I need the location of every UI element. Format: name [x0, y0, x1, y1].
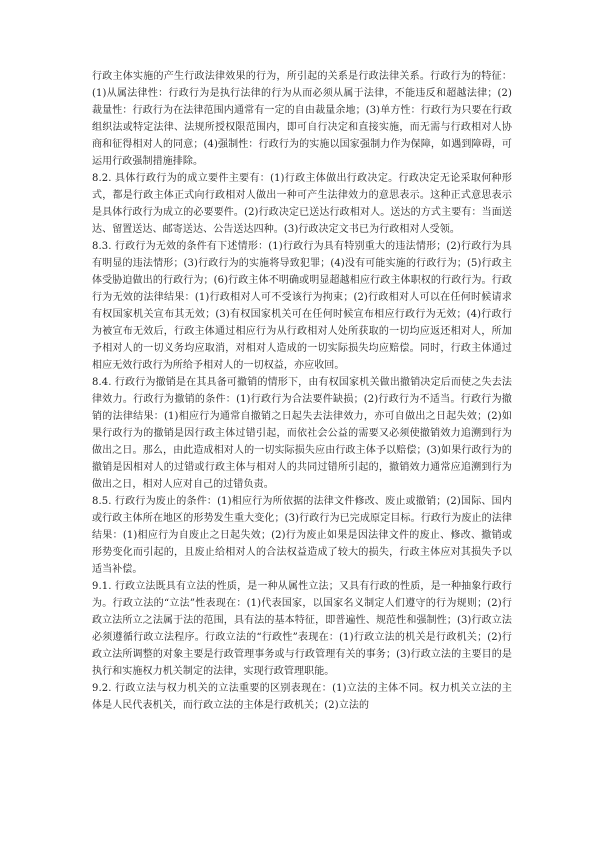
- paragraph-8-3: 8.3. 行政行为无效的条件有下述情形：(1)行政行为具有特别重大的违法情形；(2)行政行为具有明显的违法情形；(3)行政行为的实施将导致犯罪；(4)没有可能实施的行政行为；(5)行政主体受胁迫做出的行政行为；(6)行政主体不明确或明显超越相应行政主体职权的行政行为。行政行为无效的法律结果：(1)行政相对人可不受该行为拘束；(2)行政相对人可以在任何时候请求有权国家机关宣布其无效；(3)有权国家机关可在任何时候宣布相应行政行为无效；(4)行政行为被宣布无效后，行政主体通过相应行为从行政相对人处所获取的一切均应返还相对人，所加予相对人的一切义务均应取消，对相对人造成的一切实际损失均应赔偿。同时，行政主体通过相应无效行政行为所给予相对人的一切权益，亦应收回。: [92, 241, 512, 371]
- paragraph-9-1: 9.1. 行政立法既具有立法的性质，是一种从属性立法；又具有行政的性质，是一种抽象行政行为。行政立法的“立法”性表现在：(1)代表国家，以国家名义制定人们遵守的行为规则；(2)行政立法所立之法属于法的范围，具有法的基本特征，即普遍性、规范性和强制性；(3)行政立法必须遵循行政立法程序。行政立法的“行政性”表现在：(1)行政立法的机关是行政机关；(2)行政立法所调整的对象主要是行政管理事务或与行政管理有关的事务；(3)行政立法的主要目的是执行和实施权力机关制定的法律，实现行政管理职能。: [92, 581, 512, 677]
- paragraph-8-2: 8.2. 具体行政行为的成立要件主要有：(1)行政主体做出行政决定。行政决定无论采取何种形式，都是行政主体正式向行政相对人做出一种可产生法律效力的意思表示。这种正式意思表示是具体行政行为成立的必要要件。(2)行政决定已送达行政相对人。送达的方式主要有：当面送达、留置送达、邮寄送达、公告送达四种。(3)行政决定文书已为行政相对人受领。: [92, 173, 512, 235]
- document-page: [92, 68, 512, 714]
- paragraph-9-2: 9.2. 行政立法与权力机关的立法重要的区别表现在：(1)立法的主体不同。权力机关立法的主体是人民代表机关，而行政立法的主体是行政机关；(2)立法的: [92, 683, 512, 711]
- paragraph-administrative-act-features: 行政主体实施的产生行政法律效果的行为，所引起的关系是行政法律关系。行政行为的特征：(1)从属法律性：行政行为是执行法律的行为从而必须从属于法律，不能违反和超越法律；(2)裁量性：行政行为在法律范围内通常有一定的自由裁量余地；(3)单方性：行政行为只要在行政组织法或特定法律、法规所授权限范围内，即可自行决定和直接实施，而无需与行政相对人协商和征得相对人的同意；(4)强制性：行政行为的实施以国家强制力作为保障，如遇到障碍，可运用行政强制措施排除。: [92, 71, 512, 167]
- paragraph-8-5: 8.5. 行政行为废止的条件：(1)相应行为所依据的法律文件修改、废止或撤销；(2)国际、国内或行政主体所在地区的形势发生重大变化；(3)行政行为已完成原定目标。行政行为废止的法律结果：(1)相应行为自废止之日起失效；(2)行为废止如果是因法律文件的废止、修改、撤销或形势变化而引起的，且废止给相对人的合法权益造成了较大的损失，行政主体应对其损失予以适当补偿。: [92, 496, 512, 575]
- paragraph-8-4: 8.4. 行政行为撤销是在其具备可撤销的情形下，由有权国家机关做出撤销决定后而使之失去法律效力。行政行为撤销的条件：(1)行政行为合法要件缺损；(2)行政行为不适当。行政行为撤销的法律结果：(1)相应行为通常自撤销之日起失去法律效力，亦可自做出之日起失效；(2)如果行政行为的撤销是因行政主体过错引起，而依社会公益的需要又必须使撤销效力追溯到行为做出之日。那么，由此造成相对人的一切实际损失应由行政主体予以赔偿；(3)如果行政行为的撤销是因相对人的过错或行政主体与相对人的共同过错所引起的，撤销效力通常应追溯到行为做出之日，相对人应对自己的过错负责。: [92, 377, 512, 490]
